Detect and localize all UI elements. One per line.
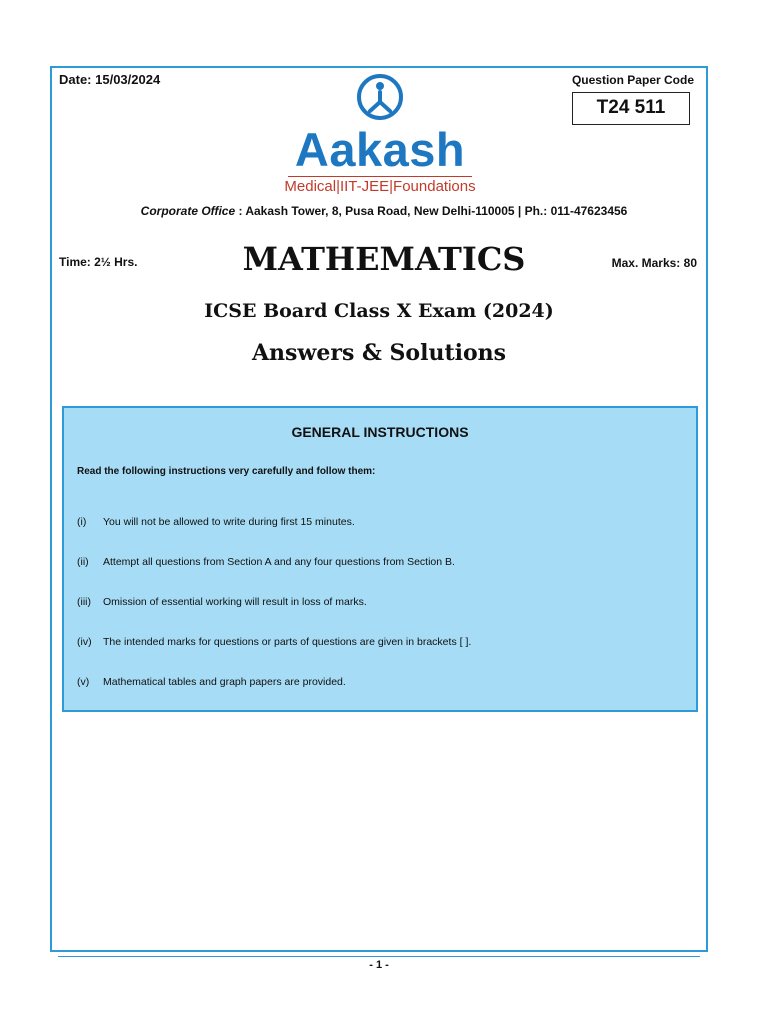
question-paper-code-label: Question Paper Code [571,73,694,87]
instruction-number: (i) [77,516,87,528]
exam-duration: Time: 2½ Hrs. [59,255,138,269]
instruction-number: (ii) [77,556,89,568]
instruction-number: (v) [77,676,90,688]
brand-divider [288,176,472,177]
instruction-number: (iii) [77,596,91,608]
page-number: - 1 - [369,959,389,971]
instruction-item [77,596,367,608]
instruction-item [77,676,346,688]
instruction-item [77,516,355,528]
board-exam-title: ICSE Board Class X Exam (2024) [204,300,554,322]
subject-title: MATHEMATICS [242,240,526,278]
answers-solutions-title: Answers & Solutions [251,340,507,366]
footer-divider [58,956,700,957]
instruction-item [77,556,455,568]
instruction-item [77,636,471,648]
instruction-text: Omission of essential working will result in loss of marks. [103,596,367,608]
instruction-text: You will not be allowed to write during first 15 minutes. [103,516,355,528]
instructions-title: GENERAL INSTRUCTIONS [291,424,469,440]
instruction-number: (iv) [77,636,92,648]
brand-tagline: Medical|IIT-JEE|Foundations [284,178,476,195]
aakash-emblem-icon [350,72,410,122]
aakash-logo [272,72,488,200]
corporate-office-label: Corporate Office [140,204,236,218]
corporate-office-address: : Aakash Tower, 8, Pusa Road, New Delhi-110005 | Ph.: 011-47623456 [235,204,628,218]
instruction-text: The intended marks for questions or parts of questions are given in brackets [ ]. [103,636,472,648]
exam-date: Date: 15/03/2024 [59,72,161,87]
general-instructions-box [62,406,698,712]
brand-name: Aakash [294,123,466,176]
max-marks: Max. Marks: 80 [611,256,697,270]
instructions-lead: Read the following instructions very carefully and follow them: [77,466,376,477]
corporate-office-line [0,204,768,218]
question-paper-code: T24 511 [572,92,690,125]
instruction-text: Attempt all questions from Section A and any four questions from Section B. [103,556,455,568]
instruction-text: Mathematical tables and graph papers are provided. [103,676,346,688]
